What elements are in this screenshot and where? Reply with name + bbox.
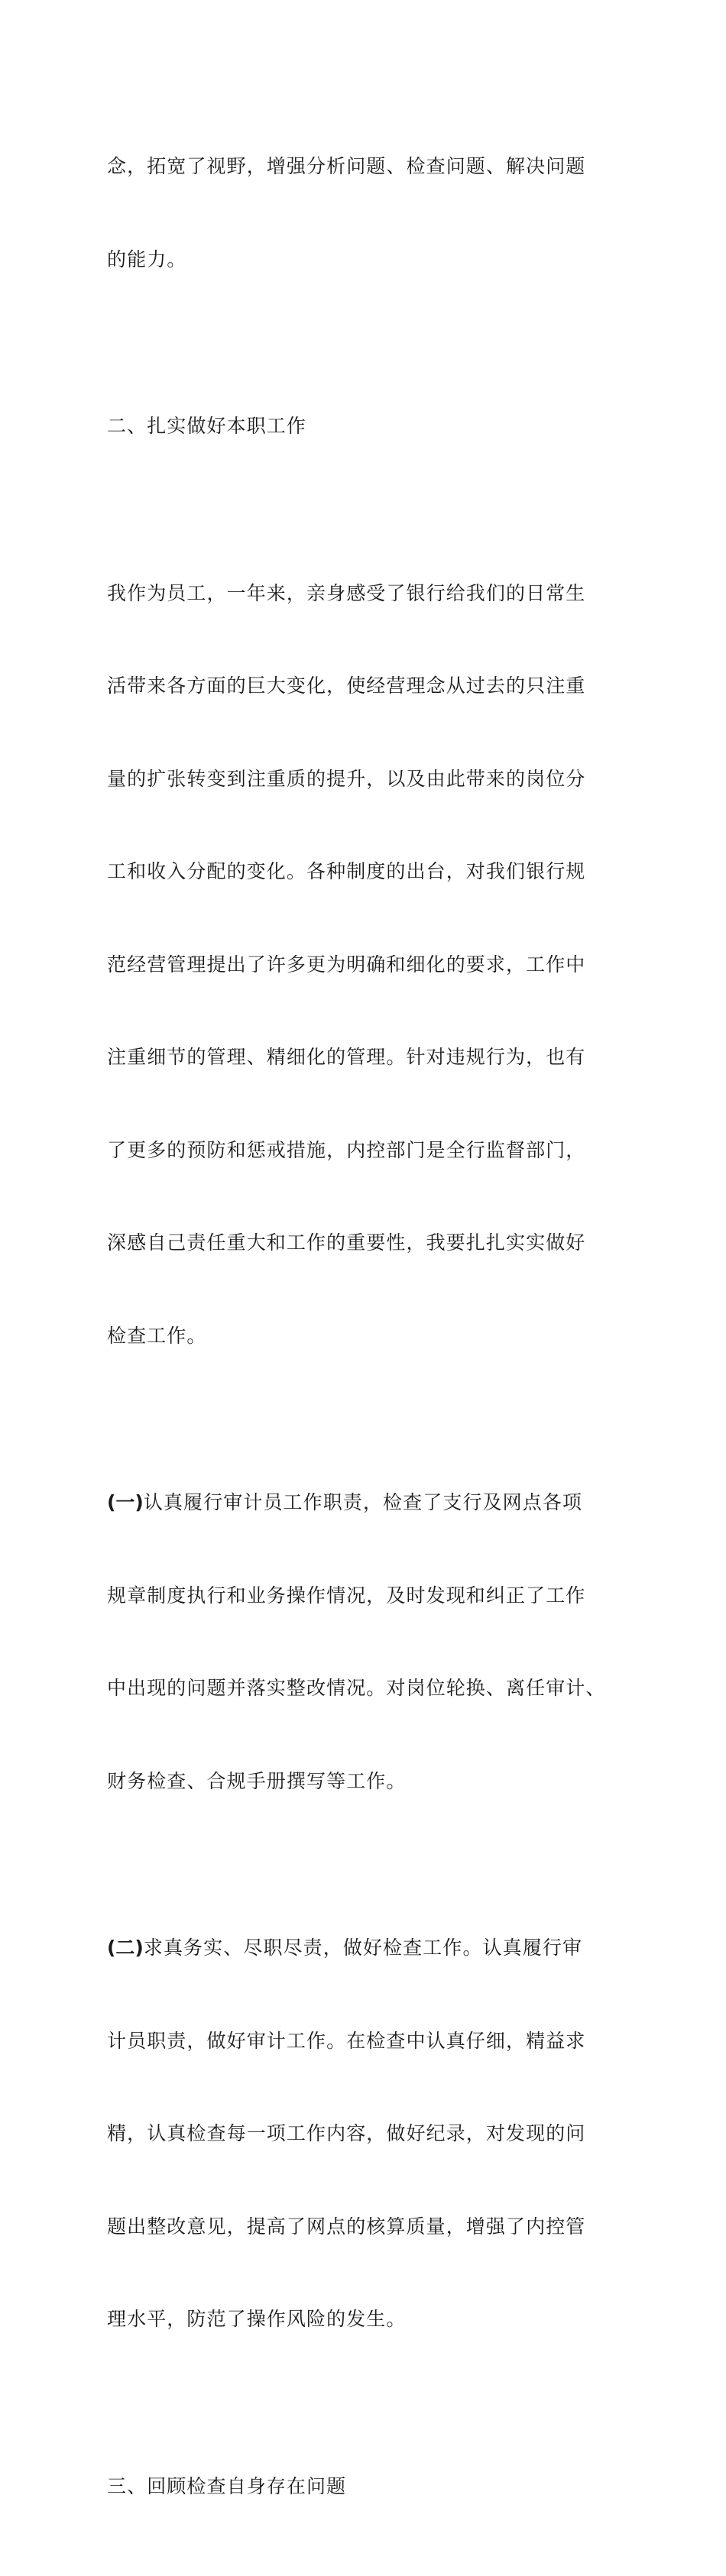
- text-line: 精，认真检查每一项工作内容，做好纪录，对发现的问: [107, 2122, 586, 2144]
- paragraph-body: [107, 516, 613, 1414]
- heading-text: 二、扎实做好本职工作: [107, 415, 307, 437]
- text-line: 我作为员工，一年来，亲身感受了银行给我们的日常生: [107, 581, 586, 604]
- list-text: 认真履行审计员工作职责，检查了支行及网点各项: [143, 1491, 583, 1513]
- list-text: 求真务实、尽职尽责，做好检查工作。认真履行审: [143, 1937, 583, 1959]
- text-line: 财务检查、合规手册撰写等工作。: [107, 1769, 407, 1792]
- text-line: 检查工作。: [107, 1324, 207, 1347]
- document-body: [107, 89, 613, 2576]
- text-line: 规章制度执行和业务操作情况，及时发现和纠正了工作: [107, 1584, 586, 1607]
- section-heading-3: [107, 2409, 613, 2565]
- text-line: 中出现的问题并落实整改情况。对岗位轮换、离任审计、: [107, 1677, 606, 1699]
- text-line: [107, 1933, 613, 1964]
- text-line: 的能力。: [107, 248, 187, 270]
- text-line: 活带来各方面的巨大变化，使经营理念从过去的只注重: [107, 675, 586, 697]
- text-line: 了更多的预防和惩戒措施，内控部门是全行监督部门，: [107, 1138, 586, 1161]
- text-line: 工和收入分配的变化。各种制度的出台，对我们银行规: [107, 860, 586, 882]
- text-line: 注重细节的管理、精细化的管理。针对违规行为，也有: [107, 1046, 586, 1068]
- text-line: [107, 1487, 613, 1519]
- text-line: 理水平，防范了操作风险的发生。: [107, 2308, 407, 2330]
- list-marker: (二): [107, 1937, 144, 1959]
- list-item-2: [107, 1871, 613, 2397]
- section-heading-2: [107, 349, 613, 504]
- text-line: 深感自己责任重大和工作的重要性，我要扎扎实实做好: [107, 1231, 586, 1254]
- text-line: 量的扩张转变到注重质的提升，以及由此带来的岗位分: [107, 767, 586, 790]
- list-item-1: [107, 1426, 613, 1859]
- text-line: 计员职责，做好审计工作。在检查中认真仔细，精益求: [107, 2029, 586, 2052]
- text-line: 范经营管理提出了许多更为明确和细化的要求，工作中: [107, 953, 586, 976]
- text-line: 念，拓宽了视野，增强分析问题、检查问题、解决问题: [107, 155, 586, 177]
- heading-text: 三、回顾检查自身存在问题: [107, 2474, 347, 2497]
- list-marker: (一): [107, 1491, 144, 1513]
- paragraph-continuation: [107, 89, 613, 337]
- text-line: 题出整改意见，提高了网点的核算质量，增强了内控管: [107, 2215, 586, 2238]
